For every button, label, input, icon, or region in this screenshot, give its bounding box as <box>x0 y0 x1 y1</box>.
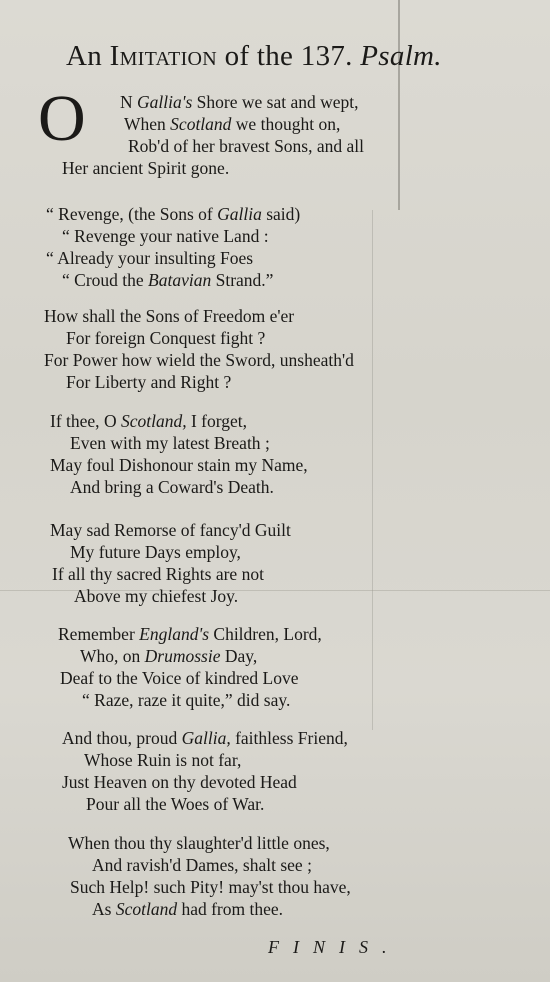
stanza-3-line-2: For foreign Conquest fight ? <box>66 328 266 348</box>
stanza-3-line-4: For Liberty and Right ? <box>66 372 232 392</box>
stanza-3-line-1: How shall the Sons of Freedom e'er <box>44 306 295 326</box>
stanza-5-line-2: My future Days employ, <box>70 542 241 562</box>
stanza-2-line-4: “ Croud the Batavian Strand.” <box>62 270 274 290</box>
drop-cap: O <box>38 82 86 155</box>
stanza-3-line-3: For Power how wield the Sword, unsheath'd <box>44 350 354 370</box>
fold-crease-vertical <box>398 0 400 210</box>
stanza-4-line-2: Even with my latest Breath ; <box>70 433 270 453</box>
stanza-1-line-1: N Gallia's Shore we sat and wept, <box>120 92 359 112</box>
stanza-6-line-1: Remember England's Children, Lord, <box>58 624 322 644</box>
stanza-8-line-2: And ravish'd Dames, shalt see ; <box>92 855 312 875</box>
stanza-4-line-1: If thee, O Scotland, I forget, <box>50 411 247 431</box>
stanza-5-line-1: May sad Remorse of fancy'd Guilt <box>50 520 291 540</box>
stanza-1-line-3: Rob'd of her bravest Sons, and all <box>128 136 365 156</box>
stanza-6-line-3: Deaf to the Voice of kindred Love <box>60 668 299 688</box>
stanza-6-line-4: “ Raze, raze it quite,” did say. <box>82 690 291 710</box>
title-psalm: Psalm. <box>360 40 442 72</box>
title-prefix: An <box>66 40 103 72</box>
stanza-8-line-4: As Scotland had from thee. <box>92 899 284 919</box>
stanza-7-line-2: Whose Ruin is not far, <box>84 750 242 770</box>
title-number: 137. <box>300 40 353 72</box>
stanza-8-line-3: Such Help! such Pity! may'st thou have, <box>70 877 351 897</box>
stanza-5-line-4: Above my chiefest Joy. <box>74 586 239 606</box>
stanza-4-line-3: May foul Dishonour stain my Name, <box>50 455 308 475</box>
stanza-5-line-3: If all thy sacred Rights are not <box>52 564 264 584</box>
stanza-1-line-2: When Scotland we thought on, <box>124 114 341 134</box>
stanza-4-line-4: And bring a Coward's Death. <box>70 477 274 497</box>
stanza-8-line-1: When thou thy slaughter'd little ones, <box>68 833 330 853</box>
stanza-7-line-4: Pour all the Woes of War. <box>86 794 265 814</box>
stanza-2-line-3: “ Already your insulting Foes <box>46 248 254 268</box>
stanza-2-line-2: “ Revenge your native Land : <box>62 226 269 246</box>
page-title <box>66 40 526 73</box>
stanza-7-line-1: And thou, proud Gallia, faithless Friend, <box>62 728 348 748</box>
stanza-6-line-2: Who, on Drumossie Day, <box>80 646 258 666</box>
title-of-the: of the <box>224 40 294 72</box>
finis-mark: FINIS. <box>268 937 401 957</box>
stanza-2-line-1: “ Revenge, (the Sons of Gallia said) <box>46 204 301 224</box>
stanza-7-line-3: Just Heaven on thy devoted Head <box>62 772 297 792</box>
fold-crease-vertical-lower <box>372 210 373 730</box>
title-imitation: Imitation <box>109 40 218 72</box>
stanza-1-line-4: Her ancient Spirit gone. <box>62 158 230 178</box>
